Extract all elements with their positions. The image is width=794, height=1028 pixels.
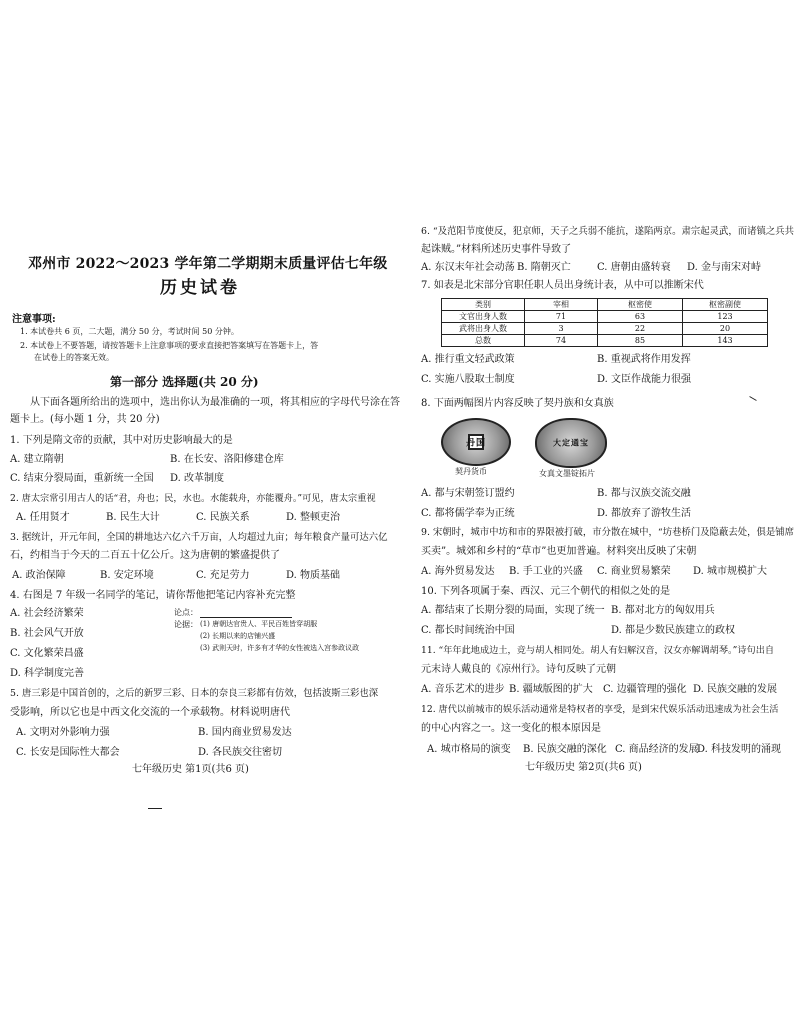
option-a: A. 政治保障 (12, 570, 66, 581)
option-a: A. 推行重文轻武政策 (421, 354, 515, 365)
question-stem: 3. 据统计，开元年间，全国的耕地达六亿六千万亩，人均超过九亩；每年粮食产量可达六亿 (10, 532, 388, 543)
option-c: C. 唐朝由盛转衰 (597, 262, 671, 273)
page-footer: 七年级历史 第1页(共6 页) (132, 764, 249, 775)
option-d: D. 文臣作战能力很强 (597, 374, 692, 385)
scan-mark (749, 396, 756, 401)
option-a: A. 东汉末年社会动荡 (421, 262, 515, 273)
option-d: D. 改革制度 (170, 473, 225, 484)
table-row (442, 335, 768, 347)
option-d: D. 科技发明的涌现 (697, 744, 782, 755)
table-header-cell: 类别 (442, 299, 525, 311)
option-b: B. 都与汉族交流交融 (597, 488, 691, 499)
table-cell: 71 (525, 311, 598, 323)
table-cell: 143 (683, 335, 768, 347)
table-header-row (442, 299, 768, 311)
notes-heading: 注意事项: (12, 314, 56, 325)
image-caption: 女真文墨锭拓片 (539, 469, 595, 478)
option-c: C. 实施八股取士制度 (421, 374, 515, 385)
exam-subject-title: 历史试卷 (160, 278, 240, 298)
note-evidence-line: (3) 武则天时，许多有才华的女性被选入宫参政议政 (200, 644, 360, 652)
official-origin-table (441, 298, 768, 347)
option-b: B. 民生大计 (106, 512, 160, 523)
note-evidence-line: (2) 长期以来的店铺兴盛 (200, 632, 276, 640)
question-stem: 1. 下列是隋文帝的贡献，其中对历史影响最大的是 (10, 435, 233, 446)
question-stem: 8. 下面两幅图片内容反映了契丹族和女真族 (421, 398, 614, 409)
question-stem: 的中心内容之一。这一变化的根本原因是 (421, 723, 601, 734)
table-cell: 85 (598, 335, 683, 347)
option-a: A. 都与宋朝签订盟约 (421, 488, 515, 499)
option-d: D. 民族交融的发展 (693, 684, 778, 695)
option-c: C. 边疆管理的强化 (603, 684, 687, 695)
option-a: A. 建立隋朝 (10, 454, 64, 465)
table-header-cell: 枢密使 (598, 299, 683, 311)
instruction-line: 题卡上。(每小题 1 分，共 20 分) (10, 414, 160, 425)
question-stem: 5. 唐三彩是中国首创的，之后的新罗三彩、日本的奈良三彩都有仿效，包括波斯三彩也深 (10, 688, 379, 699)
option-b: B. 国内商业贸易发达 (198, 727, 292, 738)
option-b: B. 在长安、洛阳修建仓库 (170, 454, 284, 465)
option-c: C. 商品经济的发展 (615, 744, 699, 755)
note-line: 在试卷上的答案无效。 (34, 353, 114, 362)
table-cell: 总数 (442, 335, 525, 347)
option-d: D. 城市规模扩大 (693, 566, 768, 577)
rubbing-inscription: 大定通宝 (553, 437, 589, 448)
note-claim-blank (200, 617, 292, 618)
option-d: D. 都放弃了游牧生活 (597, 508, 692, 519)
table-cell: 123 (683, 311, 768, 323)
option-d: D. 金与南宋对峙 (687, 262, 762, 273)
image-caption: 契丹货币 (455, 467, 487, 476)
option-b: B. 重视武将作用发挥 (597, 354, 691, 365)
question-stem: 11. “年年此地成边土，竞与胡人相同处。胡人有妇解汉音，汉女亦解调胡琴。”诗句出自 (421, 645, 775, 656)
option-c: C. 文化繁荣昌盛 (10, 648, 84, 659)
question-stem: 起诛贼。”材料所述历史事件导致了 (421, 244, 572, 255)
option-b: B. 疆域版图的扩大 (509, 684, 593, 695)
question-stem: 4. 右图是 7 年级一名同学的笔记，请你帮他把笔记内容补充完整 (10, 590, 296, 601)
question-stem: 2. 唐太宗常引用古人的话“君，舟也；民，水也。水能载舟，亦能覆舟。”可见，唐太宗重视 (10, 493, 376, 504)
option-b: B. 安定环境 (100, 570, 154, 581)
scan-mark (148, 808, 162, 809)
question-stem: 元末诗人戴良的《凉州行》。诗句反映了元朝 (421, 664, 616, 675)
table-cell: 63 (598, 311, 683, 323)
option-d: D. 整顿吏治 (286, 512, 341, 523)
option-d: D. 科学制度完善 (10, 668, 85, 679)
question-stem: 10. 下列各项属于秦、西汉、元三个朝代的相似之处的是 (421, 586, 671, 597)
option-b: B. 手工业的兴盛 (509, 566, 583, 577)
jurchen-ink-rubbing-image (535, 418, 607, 468)
question-stem: 12. 唐代以前城市的娱乐活动通常是特权者的享受，是到宋代娱乐活动迅速成为社会生活 (421, 704, 779, 715)
question-stem: 受影响，所以它也是中西文化交流的一个承载物。材料说明唐代 (10, 707, 290, 718)
option-a: A. 社会经济繁荣 (10, 608, 84, 619)
question-stem: 9. 宋朝时，城市中坊和市的界限被打破，市分散在城中，“坊巷桥门及隐蔽去处，俱是铺席 (421, 527, 794, 538)
option-c: C. 都长时间统治中国 (421, 625, 515, 636)
option-b: B. 隋朝灭亡 (517, 262, 571, 273)
note-line: 2. 本试卷上不要答题，请按答题卡上注意事项的要求直接把答案填写在答题卡上，答 (20, 341, 319, 350)
question-stem: 买卖”。城郊和乡村的“草市”也更加普遍。材料突出反映了宋朝 (421, 546, 697, 557)
note-line: 1. 本试卷共 6 页，二大题，满分 50 分，考试时间 50 分钟。 (20, 327, 239, 336)
table-header-cell: 宰相 (525, 299, 598, 311)
section-heading: 第一部分 选择题(共 20 分) (110, 375, 259, 389)
option-a: A. 都结束了长期分裂的局面，实现了统一 (421, 605, 605, 616)
option-a: A. 音乐艺术的进步 (421, 684, 505, 695)
option-a: A. 海外贸易发达 (421, 566, 495, 577)
option-b: B. 都对北方的匈奴用兵 (611, 605, 715, 616)
table-cell: 武将出身人数 (442, 323, 525, 335)
option-c: C. 民族关系 (196, 512, 250, 523)
option-a: A. 任用贤才 (16, 512, 70, 523)
table-cell: 3 (525, 323, 598, 335)
option-d: D. 物质基础 (286, 570, 341, 581)
note-evidence-label: 论据： (174, 620, 198, 629)
option-d: D. 都是少数民族建立的政权 (611, 625, 736, 636)
option-c: C. 结束分裂局面，重新统一全国 (10, 473, 154, 484)
question-stem: 石，约相当于今天的二百五十亿公斤。这为唐朝的繁盛提供了 (10, 550, 280, 561)
page-footer: 七年级历史 第2页(共6 页) (525, 762, 642, 773)
option-a: A. 文明对外影响力强 (16, 727, 110, 738)
table-row (442, 323, 768, 335)
note-claim-label: 论点： (174, 608, 198, 617)
option-d: D. 各民族交往密切 (198, 747, 283, 758)
khitan-coin-image (441, 418, 511, 466)
question-stem: 7. 如表是北宋部分官职任职人员出身统计表，从中可以推断宋代 (421, 280, 704, 291)
option-b: B. 社会风气开放 (10, 628, 84, 639)
option-c: C. 都将儒学奉为正统 (421, 508, 515, 519)
coin-inscription: 丹国 (465, 438, 486, 449)
option-b: B. 民族交融的深化 (523, 744, 607, 755)
question-stem: 6. “及范阳节度使反，犯京师，天子之兵弱不能抗，遂陷两京。肃宗起灵武，而诸镇之兵共 (421, 226, 794, 237)
table-cell: 22 (598, 323, 683, 335)
table-cell: 文官出身人数 (442, 311, 525, 323)
table-header-cell: 枢密副使 (683, 299, 768, 311)
note-evidence-line: (1) 唐朝达官贵人、平民百姓皆穿胡服 (200, 620, 318, 628)
instruction-line: 从下面各题所给出的选项中，选出你认为最准确的一项，将其相应的字母代号涂在答 (30, 397, 400, 408)
table-cell: 20 (683, 323, 768, 335)
exam-title: 邓州市 2022～2023 学年第二学期期末质量评估七年级 (28, 256, 388, 272)
option-c: C. 商业贸易繁荣 (597, 566, 671, 577)
option-c: C. 长安是国际性大都会 (16, 747, 120, 758)
table-row (442, 311, 768, 323)
option-a: A. 城市格局的演变 (427, 744, 511, 755)
option-c: C. 充足劳力 (196, 570, 250, 581)
table-cell: 74 (525, 335, 598, 347)
